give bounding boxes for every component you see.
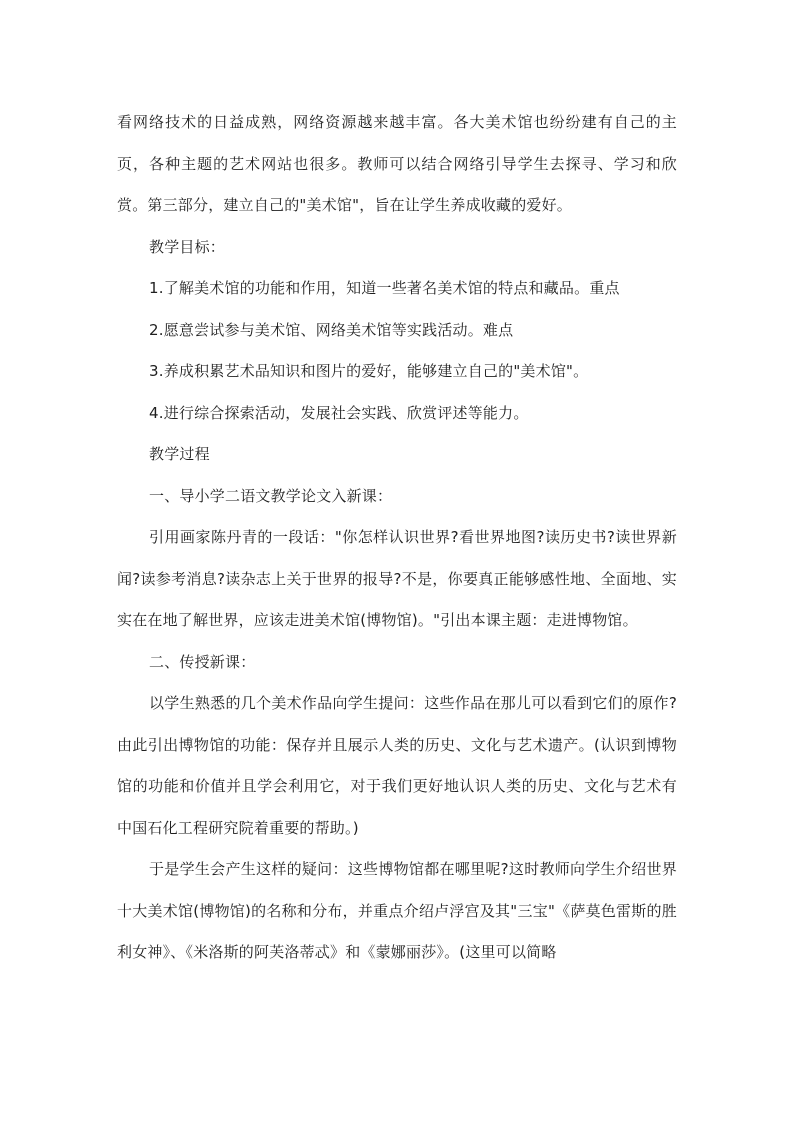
paragraph-quote: 引用画家陈丹青的一段话："你怎样认识世界?看世界地图?读历史书?读世界新闻?读参考消息?读杂志上关于世界的报导?不是，你要真正能够感性地、全面地、实实在在地了解世界，应该走进美术馆(博物馆)。"引出本课主题：走进博物馆。 (117, 528, 677, 629)
goal-item-1: 1.了解美术馆的功能和作用，知道一些著名美术馆的特点和藏品。重点 (149, 279, 620, 297)
section-heading-intro: 一、导小学二语文教学论文入新课： (149, 486, 393, 505)
goal-item-2: 2.愿意尝试参与美术馆、网络美术馆等实践活动。难点 (149, 320, 514, 339)
goal-item-4: 4.进行综合探索活动，发展社会实践、欣赏评述等能力。 (149, 403, 529, 422)
paragraph-museum-list: 于是学生会产生这样的疑问：这些博物馆都在哪里呢?这时教师向学生介绍世界十大美术馆(博物馆)的名称和分布，并重点介绍卢浮宫及其"三宝"《萨莫色雷斯的胜利女神》、《米洛斯的阿芙洛蒂忒》和《蒙娜丽莎》。(这里可以简略 (117, 860, 677, 961)
goal-item-3: 3.养成积累艺术品知识和图片的爱好，能够建立自己的"美术馆"。 (149, 362, 589, 380)
heading-teaching-process: 教学过程 (149, 445, 210, 463)
document-body (117, 102, 677, 974)
paragraph-intro-continued: 看网络技术的日益成熟，网络资源越来越丰富。各大美术馆也纷纷建有自己的主页，各种主题的艺术网站也很多。教师可以结合网络引导学生去探寻、学习和欣赏。第三部分，建立自己的"美术馆"，旨在让学生养成收藏的爱好。 (117, 113, 677, 214)
section-heading-new-lesson: 二、传授新课： (149, 652, 256, 671)
paragraph-museum-function: 以学生熟悉的几个美术作品向学生提问：这些作品在那儿可以看到它们的原作?由此引出博物馆的功能：保存并且展示人类的历史、文化与艺术遗产。(认识到博物馆的功能和价值并且学会利用它，对于我们更好地认识人类的历史、文化与艺术有中国石化工程研究院着重要的帮助。) (117, 694, 677, 837)
heading-teaching-goals: 教学目标： (149, 237, 226, 256)
